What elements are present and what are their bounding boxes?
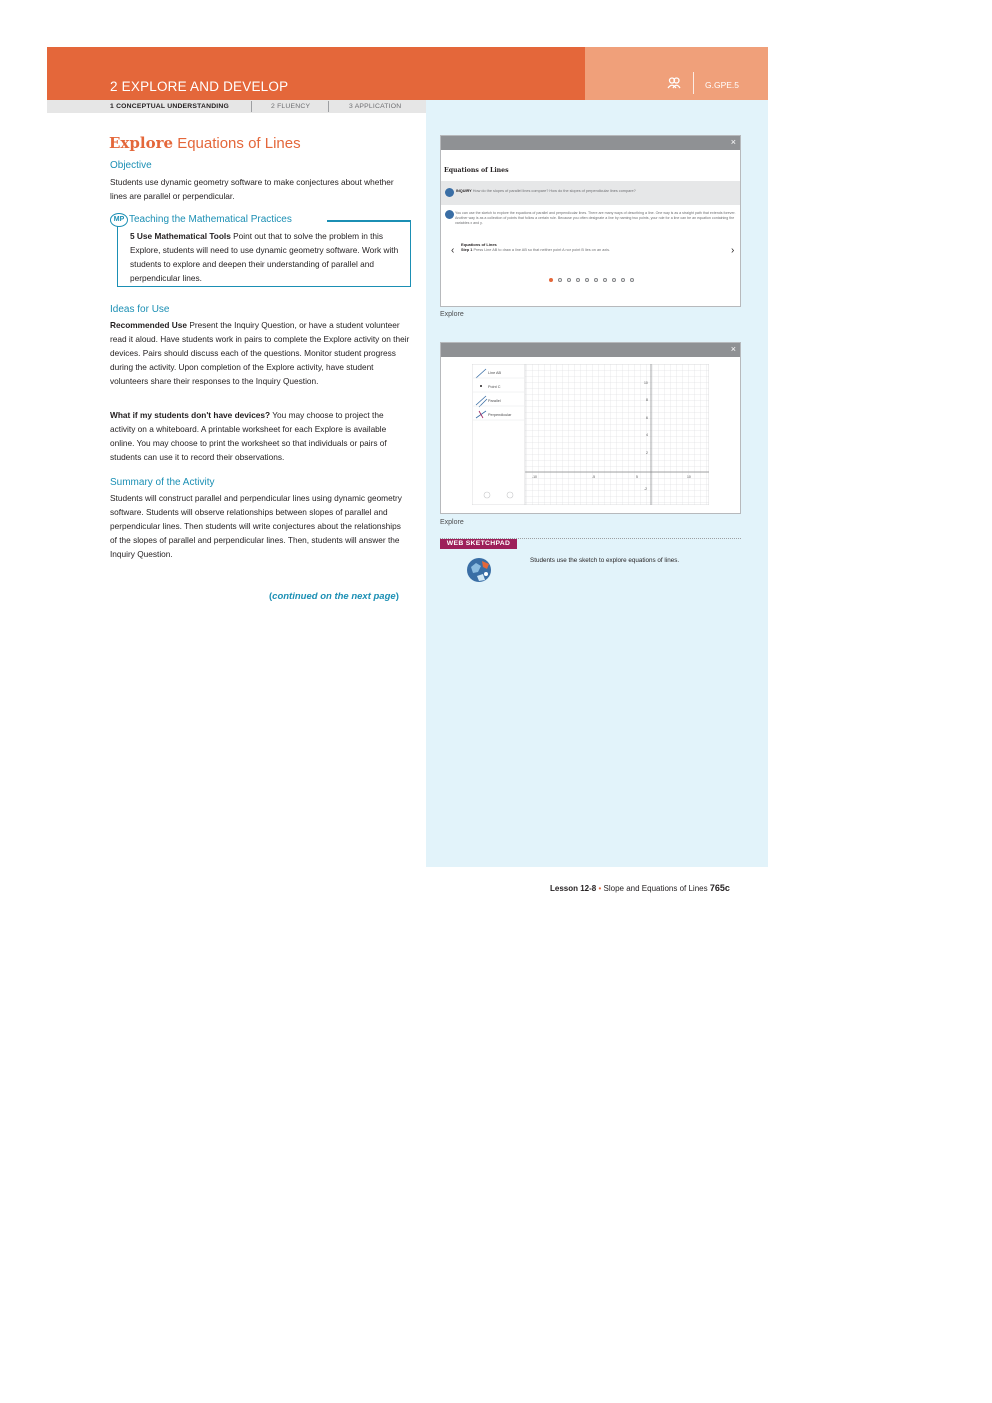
tab-divider	[251, 101, 252, 112]
x-tick-label: -5	[592, 475, 596, 479]
coordinate-grid	[525, 364, 709, 505]
y-tick-label: 10	[644, 381, 648, 385]
objective-text: Students use dynamic geometry software to make conjectures about whether lines are parallel or perpendicular.	[110, 177, 394, 201]
sketch-icon	[445, 210, 454, 219]
tool-parallel[interactable]: Parallel	[488, 399, 501, 403]
step-body: Press Line AB to draw a line AB so that neither point A nor point B lies on an axis.	[473, 248, 611, 252]
continued-text: continued on the next page	[272, 591, 396, 602]
x-tick-label: -10	[532, 475, 537, 479]
y-tick-label: 6	[646, 416, 648, 420]
page-dot[interactable]	[549, 278, 553, 282]
web-sketchpad-text: Students use the sketch to explore equations of lines.	[530, 557, 680, 564]
page-dot[interactable]	[621, 278, 625, 282]
inquiry-question	[456, 189, 636, 193]
page-title-bold: Explore	[109, 134, 174, 152]
x-tick-label: 5	[636, 475, 638, 479]
ideas-text	[110, 318, 410, 388]
tab-divider	[328, 101, 329, 112]
inquiry-icon	[445, 188, 454, 197]
close-icon[interactable]: ×	[730, 344, 736, 354]
continued-note	[269, 591, 399, 602]
page-dot[interactable]	[612, 278, 616, 282]
mp-text-bold: 5 Use Mathematical Tools	[130, 231, 231, 241]
footer-bullet: •	[598, 884, 602, 893]
page-dot[interactable]	[594, 278, 598, 282]
mp-badge-icon: MP	[110, 213, 128, 227]
activity-title: Equations of Lines	[444, 167, 509, 174]
section-title: 2 EXPLORE AND DEVELOP	[110, 79, 289, 94]
page-dot[interactable]	[567, 278, 571, 282]
standard-code: G.GPE.5	[705, 80, 740, 90]
web-sketchpad-badge: WEB SKETCHPAD	[440, 539, 517, 549]
devices-text	[110, 408, 400, 464]
explore-screenshot-2	[440, 342, 741, 514]
group-icon	[667, 76, 681, 90]
y-tick-label: 4	[646, 433, 648, 437]
page-dot[interactable]	[630, 278, 634, 282]
ideas-text-bold: Recommended Use	[110, 320, 188, 330]
continued-close: )	[395, 591, 399, 602]
page-title	[109, 134, 301, 152]
step-text	[461, 248, 610, 252]
y-tick-label: -2	[644, 487, 648, 491]
ideas-text-body: Present the Inquiry Question, or have a student volunteer read it aloud. Have students work in pairs to complete the Explore activity on their devices. Pairs should discuss each of the questions. Monitor student progress during the activity. Upon completion of the Explore activity, have student volunteers share their responses to the Inquiry Question.	[110, 320, 410, 386]
mp-box-topline	[327, 220, 411, 222]
chevron-left-icon[interactable]: ‹	[451, 245, 455, 256]
ideas-heading: Ideas for Use	[110, 304, 170, 315]
mp-title: Teaching the Mathematical Practices	[129, 214, 292, 225]
explore-screenshot-1	[440, 135, 741, 307]
tab-fluency[interactable]: 2 FLUENCY	[271, 103, 311, 110]
page-dot[interactable]	[576, 278, 580, 282]
inquiry-label: INQUIRY	[456, 189, 472, 193]
screenshot-titlebar	[441, 343, 740, 357]
tab-application[interactable]: 3 APPLICATION	[349, 103, 402, 110]
lesson-title: Slope and Equations of Lines	[603, 884, 708, 893]
chevron-right-icon[interactable]: ›	[731, 245, 735, 256]
step-label: Step 1	[461, 248, 473, 252]
header-divider	[693, 72, 694, 94]
screenshot-2-caption: Explore	[440, 519, 464, 526]
page-number: 765c	[709, 883, 730, 893]
screenshot-1-caption: Explore	[440, 311, 464, 318]
pagination-dots	[549, 269, 639, 287]
tool-point-c[interactable]: Point C	[488, 385, 501, 389]
y-tick-label: 8	[646, 398, 648, 402]
mp-text-body: Point out that to solve the problem in this Explore, students will need to use dynamic geometry software. Work with students to explore and deepen their understanding of parallel and perpendicular lines.	[130, 231, 399, 283]
inquiry-band	[441, 181, 740, 205]
devices-text-body: You may choose to project the activity on a whiteboard. A printable worksheet for each Explore is available online. You may choose to print the worksheet so that individuals or pairs of students can use it to record their observations.	[110, 410, 387, 462]
page-dot[interactable]	[603, 278, 607, 282]
x-tick-label: 10	[687, 475, 691, 479]
continued-open: (	[269, 591, 273, 602]
close-icon[interactable]: ×	[730, 137, 736, 147]
summary-heading: Summary of the Activity	[110, 477, 215, 488]
sketchpad-canvas[interactable]	[472, 364, 709, 505]
step-title: Equations of Lines	[461, 242, 497, 247]
intro-paragraph: You can use the sketch to explore the equations of parallel and perpendicular lines. There are many ways of describing a line. One way is as a straight path that extends forever. Another way is as a collection of points that follow a certain rule. Because you often designate a line by naming two points, your rule for a line can be an equation containing the variables x and y.	[455, 211, 736, 225]
page-dot[interactable]	[585, 278, 589, 282]
summary-text: Students will construct parallel and perpendicular lines using dynamic geometry software. Students will observe relationships between slopes of parallel and perpendicular lines. Then students will write conjectures about the relationships of the slopes of parallel and perpendicular lines. Then, students will answer the Inquiry Question.	[110, 493, 402, 559]
page-title-rest: Equations of Lines	[177, 135, 301, 152]
lesson-number: Lesson 12-8	[550, 884, 597, 893]
page-footer	[550, 883, 730, 893]
mp-text	[130, 229, 408, 285]
tool-line-ab[interactable]: Line AB	[488, 371, 502, 375]
section-header-standard-area	[585, 47, 768, 100]
y-tick-label: 2	[646, 451, 648, 455]
objective-heading: Objective	[110, 160, 152, 171]
screenshot-titlebar	[441, 136, 740, 150]
inquiry-text: How do the slopes of parallel lines compare? How do the slopes of perpendicular lines compare?	[472, 189, 636, 193]
page-dot[interactable]	[558, 278, 562, 282]
devices-text-bold: What if my students don't have devices?	[110, 410, 271, 420]
tool-perpendicular[interactable]: Perpendicular	[488, 413, 512, 417]
sketchpad-globe-icon[interactable]	[465, 555, 494, 584]
tab-conceptual-understanding[interactable]: 1 CONCEPTUAL UNDERSTANDING	[110, 103, 229, 110]
